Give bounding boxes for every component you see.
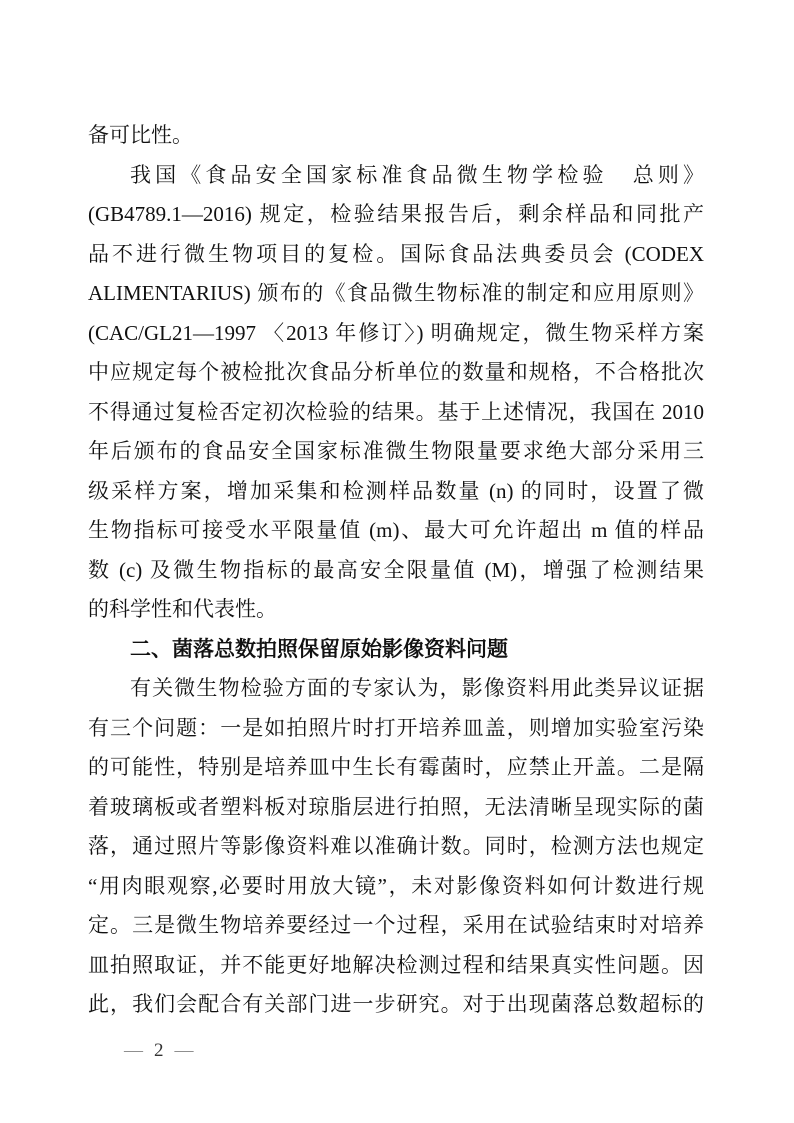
text-line: 备可比性。 xyxy=(88,123,193,147)
text-line: 着玻璃板或者塑料板对琼脂层进行拍照，无法清晰呈现实际的菌 xyxy=(88,794,704,819)
text-line: 落，通过照片等影像资料难以准确计数。同时，检测方法也规定 xyxy=(88,834,704,858)
text-line: 皿拍照取证，并不能更好地解决检测过程和结果真实性问题。因 xyxy=(88,952,704,977)
document-text-block xyxy=(88,116,704,1025)
page-footer xyxy=(124,1040,194,1062)
footer-dash-right: — xyxy=(174,1040,194,1061)
text-line: ALIMENTARIUS) 颁布的《食品微生物标准的制定和应用原则》 xyxy=(88,281,704,305)
text-line: “用肉眼观察,必要时用放大镜”，未对影像资料如何计数进行规 xyxy=(88,873,704,898)
text-line: 有三个问题：一是如拍照片时打开培养皿盖，则增加实验室污染 xyxy=(88,715,704,740)
text-line: 的可能性，特别是培养皿中生长有霉菌时，应禁止开盖。二是隔 xyxy=(88,755,704,779)
text-line: 生物指标可接受水平限量值 (m)、最大可允许超出 m 值的样品 xyxy=(88,518,704,542)
text-line: 此，我们会配合有关部门进一步研究。对于出现菌落总数超标的 xyxy=(88,992,704,1016)
text-line: (GB4789.1—2016) 规定，检验结果报告后，剩余样品和同批产 xyxy=(88,202,704,226)
footer-dash-left: — xyxy=(124,1040,143,1061)
text-line: 级采样方案，增加采集和检测样品数量 (n) 的同时，设置了微 xyxy=(88,478,704,503)
text-line: 数 (c) 及微生物指标的最高安全限量值 (M)，增强了检测结果 xyxy=(88,557,704,582)
text-line: 的科学性和代表性。 xyxy=(88,597,277,621)
text-line: 品不进行微生物项目的复检。国际食品法典委员会 (CODEX xyxy=(88,241,704,266)
text-line: 不得通过复检否定初次检验的结果。基于上述情况，我国在 2010 xyxy=(88,399,704,424)
text-line: 定。三是微生物培养要经过一个过程，采用在试验结束时对培养 xyxy=(88,913,704,937)
text-line: 中应规定每个被检批次食品分析单位的数量和规格，不合格批次 xyxy=(88,360,704,384)
text-line: 我国《食品安全国家标准食品微生物学检验 总则》 xyxy=(130,162,704,187)
text-line: 有关微生物检验方面的专家认为，影像资料用此类异议证据 xyxy=(130,676,704,700)
text-line: (CAC/GL21—1997 〈2013 年修订〉) 明确规定，微生物采样方案 xyxy=(88,320,704,345)
section-heading: 二、菌落总数拍照保留原始影像资料问题 xyxy=(130,637,508,661)
page-number: 2 xyxy=(154,1040,164,1061)
text-line: 年后颁布的食品安全国家标准微生物限量要求绝大部分采用三 xyxy=(88,439,704,463)
